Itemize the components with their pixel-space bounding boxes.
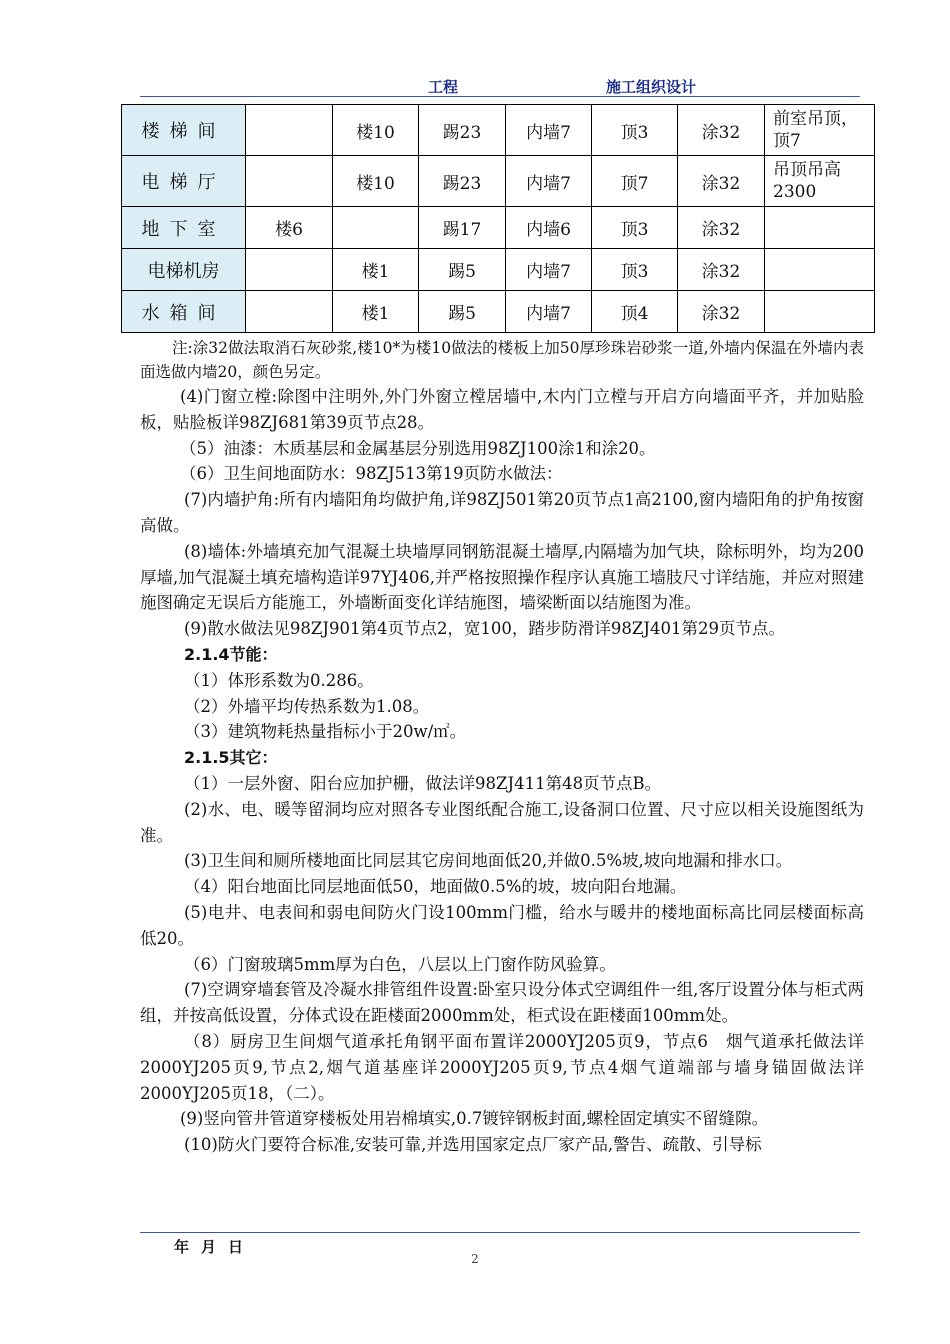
table-cell (246, 156, 333, 207)
paragraph: (10)防火门要符合标准,安装可靠,并选用国家定点厂家产品,警告、疏散、引导标 (184, 1135, 762, 1155)
footer-divider (140, 1232, 860, 1233)
paragraph: （1）一层外窗、阳台应加护栅，做法详98ZJ411第48页节点B。 (184, 773, 662, 793)
table-cell (246, 249, 333, 291)
paragraph: (8)墙体:外墙填充加气混凝土块墙厚同钢筋混凝土墙厚,内隔墙为加气块，除标明外，均为200厚墙,加气混凝土填充墙构造详97YJ406,并严格按照操作程序认真施工墙肢尺寸详结施，并应对照建施图确定无误后方能施工，外墙断面变化详结施图，墙梁断面以结施图为准。 (140, 541, 864, 613)
room-name: 水箱间 (122, 291, 246, 333)
table-footnote: 注:涂32做法取消石灰砂浆,楼10*为楼10做法的楼板上加50厚珍珠岩砂浆一道,外墙内保温在外墙内表面选做内墙20，颜色另定。 (140, 339, 864, 381)
table-cell: 楼1 (333, 249, 419, 291)
table-cell: 顶3 (592, 207, 678, 249)
header-title: 施工组织设计 (606, 78, 697, 96)
table-cell: 涂32 (678, 249, 765, 291)
table-cell: 楼10 (333, 156, 419, 207)
paragraph: （8）厨房卫生间烟气道承托角钢平面布置详2000YJ205页9，节点6 烟气道承托做法详2000YJ205页9,节点2,烟气道基座详2000YJ205页9,节点4烟气道端部与墙身锚固做法详2000YJ205页18，（二）。 (140, 1031, 864, 1103)
header-project: 工程 (428, 78, 459, 96)
table-cell: 涂32 (678, 105, 765, 156)
room-name: 电梯厅 (122, 156, 246, 207)
table-cell (246, 291, 333, 333)
table-cell: 内墙6 (506, 207, 592, 249)
table-cell (333, 207, 419, 249)
paragraph: （3）建筑物耗热量指标小于20w/㎡。 (184, 722, 467, 742)
table-cell: 踢5 (419, 291, 506, 333)
table-row (122, 105, 875, 156)
section-heading: 2.1.5其它： (184, 748, 278, 768)
table-cell: 踢5 (419, 249, 506, 291)
paragraph: （6）门窗玻璃5mm厚为白色，八层以上门窗作防风验算。 (184, 954, 616, 974)
paragraph: (9)竖向管井管道穿楼板处用岩棉填实,0.7镀锌钢板封面,螺栓固定填实不留缝隙。 (180, 1109, 769, 1129)
table-note (765, 291, 875, 333)
paragraph: (4)门窗立樘:除图中注明外,外门外窗立樘居墙中,木内门立樘与开启方向墙面平齐，并加贴脸板，贴脸板详98ZJ681第39页节点28。 (140, 387, 864, 432)
paragraph: （4）阳台地面比同层地面低50，地面做0.5%的坡，坡向阳台地漏。 (184, 877, 687, 897)
table-cell: 楼10 (333, 105, 419, 156)
table-cell: 内墙7 (506, 105, 592, 156)
table-row (122, 156, 875, 207)
table-cell: 内墙7 (506, 291, 592, 333)
table-note: 吊顶吊高2300 (765, 156, 875, 207)
table-cell: 涂32 (678, 207, 765, 249)
table-cell: 顶3 (592, 105, 678, 156)
room-name: 电梯机房 (122, 249, 246, 291)
table-cell: 涂32 (678, 156, 765, 207)
room-name: 楼梯间 (122, 105, 246, 156)
table-note (765, 207, 875, 249)
table-cell: 楼6 (246, 207, 333, 249)
paragraph: （5）油漆：木质基层和金属基层分别选用98ZJ100涂1和涂20。 (180, 438, 656, 458)
table-row (122, 291, 875, 333)
table-cell: 顶4 (592, 291, 678, 333)
paragraph: (2)水、电、暖等留洞均应对照各专业图纸配合施工,设备洞口位置、尺寸应以相关设施图纸为准。 (140, 799, 864, 845)
page-header (140, 76, 860, 96)
table-cell: 内墙7 (506, 249, 592, 291)
section-heading: 2.1.4节能： (184, 644, 278, 664)
table-cell: 内墙7 (506, 156, 592, 207)
paragraph: (3)卫生间和厕所楼地面比同层其它房间地面低20,并做0.5%坡,坡向地漏和排水口。 (184, 851, 793, 871)
table-cell: 顶3 (592, 249, 678, 291)
document-body (140, 336, 864, 1158)
paragraph: （2）外墙平均传热系数为1.08。 (184, 696, 430, 716)
paragraph: (7)空调穿墙套管及冷凝水排管组件设置:卧室只设分体式空调组件一组,客厅设置分体与柜式两组，并按高低设置，分体式设在距楼面2000mm处，柜式设在距楼面100mm处。 (140, 980, 864, 1026)
paragraph: (5)电井、电表间和弱电间防火门设100mm门槛，给水与暖井的楼地面标高比同层楼面标高低20。 (140, 902, 864, 948)
table-cell: 顶7 (592, 156, 678, 207)
table-cell: 楼1 (333, 291, 419, 333)
paragraph: （6）卫生间地面防水：98ZJ513第19页防水做法： (180, 464, 563, 484)
table-cell: 踢23 (419, 105, 506, 156)
paragraph: （1）体形系数为0.286。 (184, 670, 374, 690)
room-name: 地下室 (122, 207, 246, 249)
table-cell: 踢17 (419, 207, 506, 249)
footer-date: 年月日 (174, 1238, 256, 1256)
paragraph: (9)散水做法见98ZJ901第4页节点2，宽100，踏步防滑详98ZJ401第29页节点。 (184, 619, 785, 639)
table-row (122, 207, 875, 249)
paragraph: (7)内墙护角:所有内墙阳角均做护角,详98ZJ501第20页节点1高2100,窗内墙阳角的护角按窗高做。 (140, 490, 864, 535)
finish-table (121, 104, 875, 333)
page-number: 2 (471, 1252, 479, 1266)
table-row (122, 249, 875, 291)
table-cell: 踢23 (419, 156, 506, 207)
table-cell: 涂32 (678, 291, 765, 333)
table-note (765, 249, 875, 291)
table-cell (246, 105, 333, 156)
header-divider (140, 96, 860, 97)
table-note: 前室吊顶，顶7 (765, 105, 875, 156)
